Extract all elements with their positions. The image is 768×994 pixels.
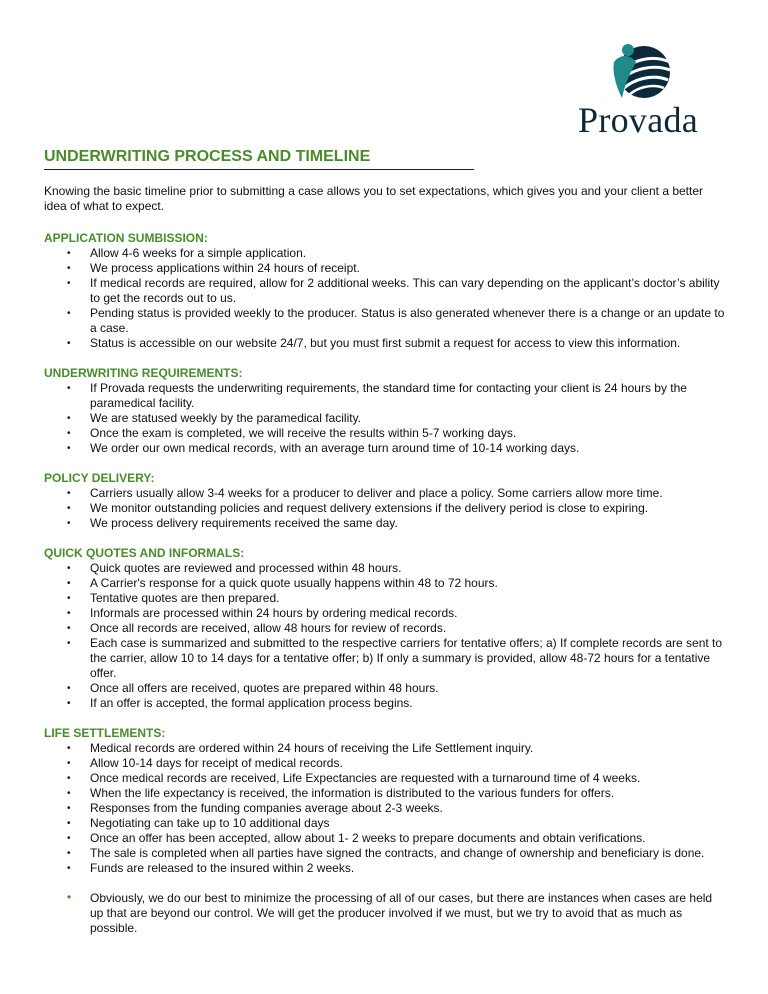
list-item-text: Carriers usually allow 3-4 weeks for a producer to deliver and place a policy. Some carriers allow more time. [90, 486, 663, 500]
provada-logo [578, 40, 728, 145]
list-item [44, 501, 728, 516]
list-item [44, 696, 728, 711]
list-item [44, 261, 728, 276]
logo-wordmark: Provada [578, 100, 699, 140]
list-item [44, 771, 728, 786]
list-item-text: We order our own medical records, with an average turn around time of 10-14 working days. [90, 441, 580, 455]
section [44, 726, 728, 876]
bullet-icon: • [67, 773, 71, 784]
section-heading: POLICY DELIVERY: [44, 471, 155, 485]
bullet-icon: • [67, 263, 71, 274]
list-item [44, 441, 728, 456]
list-item-text: A Carrier's response for a quick quote usually happens within 48 to 72 hours. [90, 576, 498, 590]
list-item [44, 246, 728, 261]
list-item-text: Once an offer has been accepted, allow about 1- 2 weeks to prepare documents and obtain verifications. [90, 831, 646, 845]
list-item [44, 636, 728, 681]
list-item-text: Each case is summarized and submitted to the respective carriers for tentative offers; a) If complete records are sent to the carrier, allow 10 to 14 days for a tentative offer; b) If only a summary is provided, allow 48-72 hours for a tentative offer. [90, 636, 723, 680]
bullet-icon: • [67, 488, 71, 499]
bullet-icon: • [67, 338, 71, 349]
list-item [44, 756, 728, 771]
list-item-text: Once the exam is completed, we will receive the results within 5-7 working days. [90, 426, 517, 440]
list-item [44, 486, 728, 501]
bullet-icon: • [67, 863, 71, 874]
bullet-icon: • [67, 803, 71, 814]
green-bullet-icon: • [67, 890, 72, 904]
bullet-icon: • [67, 428, 71, 439]
list-item [44, 801, 728, 816]
bullet-icon: • [67, 563, 71, 574]
list-item [44, 846, 728, 861]
bullet-icon: • [67, 638, 71, 649]
list-item [44, 831, 728, 846]
bullet-list [44, 486, 728, 531]
list-item-text: Funds are released to the insured within 2 weeks. [90, 861, 355, 875]
bullet-icon: • [67, 818, 71, 829]
bullet-icon: • [67, 683, 71, 694]
list-item [44, 426, 728, 441]
bullet-icon: • [67, 278, 71, 289]
section-heading: APPLICATION SUMBISSION: [44, 231, 208, 245]
bullet-icon: • [67, 833, 71, 844]
globe-figure-icon [606, 40, 676, 102]
list-item [44, 576, 728, 591]
list-item [44, 336, 728, 351]
list-item [44, 561, 728, 576]
bullet-list [44, 246, 728, 351]
list-item-text: The sale is completed when all parties have signed the contracts, and change of ownership and beneficiary is done. [90, 846, 705, 860]
list-item-text: If Provada requests the underwriting requirements, the standard time for contacting your client is 24 hours by the paramedical facility. [90, 381, 687, 410]
list-item-text: Status is accessible on our website 24/7, but you must first submit a request for access to view this information. [90, 336, 681, 350]
list-item [44, 621, 728, 636]
bullet-icon: • [67, 413, 71, 424]
section-heading: LIFE SETTLEMENTS: [44, 726, 166, 740]
bullet-icon: • [67, 503, 71, 514]
list-item-text: Once medical records are received, Life Expectancies are requested with a turnaround time of 4 weeks. [90, 771, 641, 785]
list-item [44, 741, 728, 756]
bullet-icon: • [67, 248, 71, 259]
closing-note-item [44, 891, 728, 936]
list-item-text: We monitor outstanding policies and request delivery extensions if the delivery period is close to expiring. [90, 501, 649, 515]
list-item-text: Allow 4-6 weeks for a simple application. [90, 246, 307, 260]
bullet-icon: • [67, 518, 71, 529]
list-item-text: We process applications within 24 hours of receipt. [90, 261, 360, 275]
list-item-text: Allow 10-14 days for receipt of medical records. [90, 756, 343, 770]
bullet-icon: • [67, 578, 71, 589]
bullet-icon: • [67, 788, 71, 799]
list-item [44, 381, 728, 411]
list-item-text: Responses from the funding companies average about 2-3 weeks. [90, 801, 443, 815]
list-item-text: Medical records are ordered within 24 hours of receiving the Life Settlement inquiry. [90, 741, 534, 755]
bullet-list [44, 381, 728, 456]
bullet-icon: • [67, 848, 71, 859]
bullet-icon: • [67, 623, 71, 634]
bullet-icon: • [67, 698, 71, 709]
list-item [44, 606, 728, 621]
sections-container [44, 231, 728, 876]
section [44, 546, 728, 711]
list-item-text: Tentative quotes are then prepared. [90, 591, 280, 605]
list-item [44, 276, 728, 306]
section-heading: QUICK QUOTES AND INFORMALS: [44, 546, 245, 560]
bullet-icon: • [67, 758, 71, 769]
list-item-text: Informals are processed within 24 hours by ordering medical records. [90, 606, 458, 620]
list-item-text: When the life expectancy is received, the information is distributed to the various funders for offers. [90, 786, 615, 800]
bullet-list [44, 741, 728, 876]
document-body [44, 184, 728, 936]
list-item [44, 516, 728, 531]
list-item [44, 681, 728, 696]
section [44, 231, 728, 351]
section-heading: UNDERWRITING REQUIREMENTS: [44, 366, 243, 380]
list-item-text: If medical records are required, allow for 2 additional weeks. This can vary depending on the applicant’s doctor’s ability to get the records out to us. [90, 276, 720, 305]
list-item-text: Negotiating can take up to 10 additional days [90, 816, 330, 830]
closing-note-text: Obviously, we do our best to minimize the processing of all of our cases, but there are instances when cases are held up that are beyond our control. We will get the producer involved if we must, but we try to avoid that as much as possible. [90, 891, 713, 935]
list-item-text: Once all offers are received, quotes are prepared within 48 hours. [90, 681, 439, 695]
bullet-list [44, 561, 728, 711]
bullet-icon: • [67, 743, 71, 754]
bullet-icon: • [67, 383, 71, 394]
list-item [44, 786, 728, 801]
bullet-icon: • [67, 593, 71, 604]
list-item [44, 306, 728, 336]
list-item [44, 816, 728, 831]
page-title: UNDERWRITING PROCESS AND TIMELINE [44, 148, 474, 170]
intro-paragraph: Knowing the basic timeline prior to submitting a case allows you to set expectations, which gives you and your client a better idea of what to expect. [44, 184, 704, 213]
list-item [44, 861, 728, 876]
section [44, 366, 728, 456]
list-item-text: We are statused weekly by the paramedical facility. [90, 411, 362, 425]
list-item [44, 591, 728, 606]
bullet-icon: • [67, 308, 71, 319]
section [44, 471, 728, 531]
bullet-icon: • [67, 443, 71, 454]
list-item-text: If an offer is accepted, the formal application process begins. [90, 696, 413, 710]
closing-note [44, 891, 728, 936]
list-item-text: Pending status is provided weekly to the producer. Status is also generated whenever there is a change or an update to a case. [90, 306, 725, 335]
list-item-text: We process delivery requirements received the same day. [90, 516, 398, 530]
list-item-text: Once all records are received, allow 48 hours for review of records. [90, 621, 447, 635]
bullet-icon: • [67, 608, 71, 619]
list-item [44, 411, 728, 426]
list-item-text: Quick quotes are reviewed and processed within 48 hours. [90, 561, 402, 575]
